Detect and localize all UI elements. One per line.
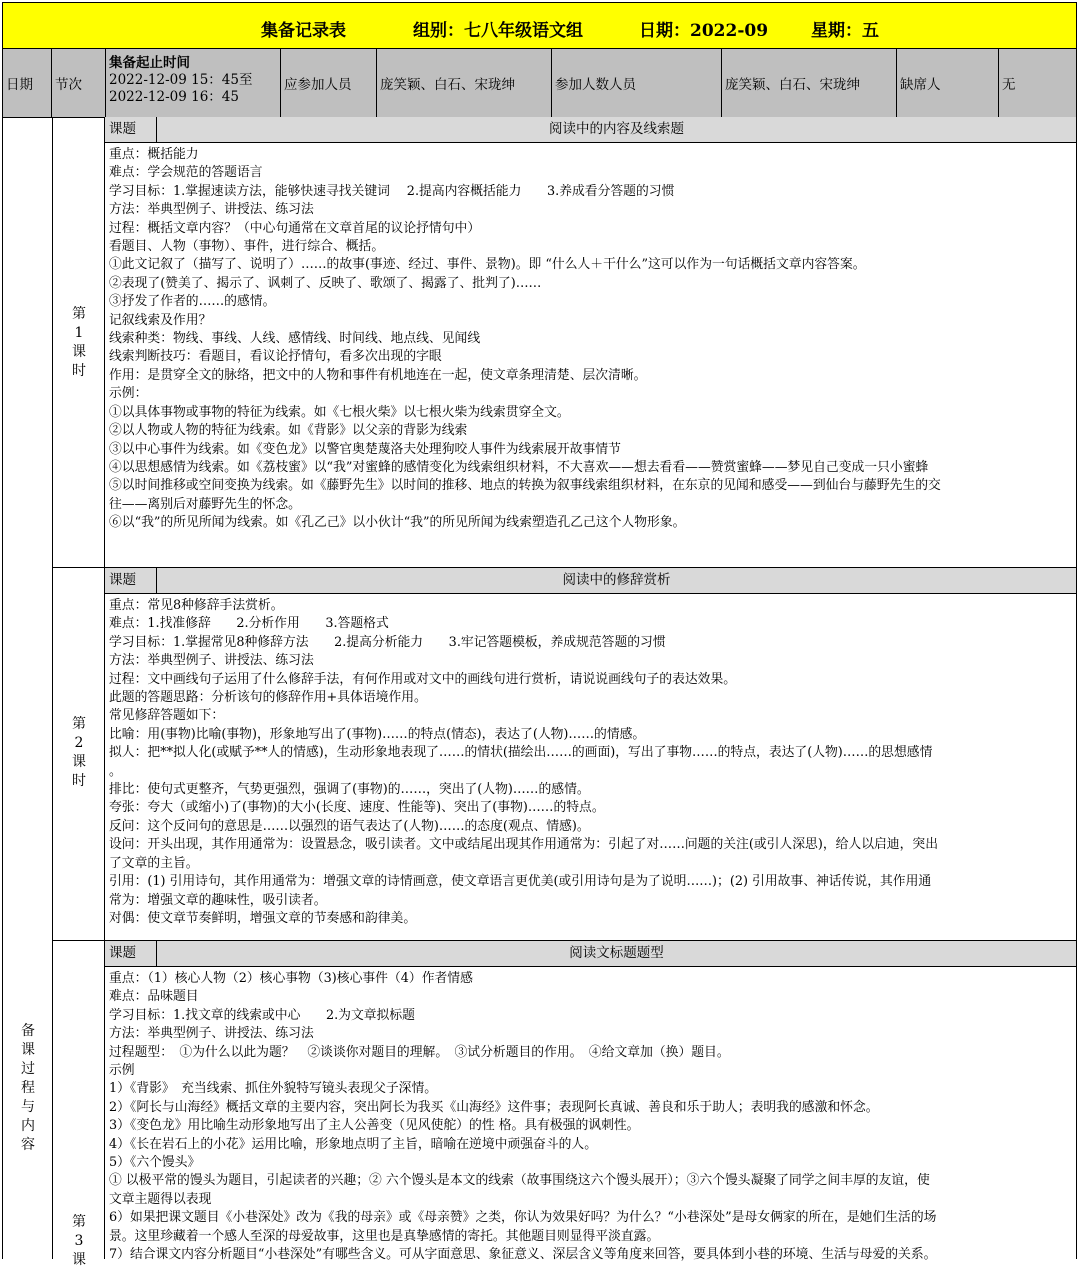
content-line: 对偶：使文章节奏鲜明，增强文章的节奏感和韵律美。	[109, 910, 417, 926]
header-absent: 无	[1002, 77, 1016, 93]
content-line: 7）结合课文内容分析题目“小巷深处”有哪些含义。可从字面意思、象征意义、深层含义等角度来回答，要具体到小巷的环境、生活与母爱的关系。	[109, 1247, 937, 1263]
content-line: 此题的答题思路：分析该句的修辞作用+具体语境作用。	[109, 690, 427, 706]
content-line: ⑥以“我”的所见所闻为线索。如《孔乙己》以小伙计“我”的所见所闻为线索塑造孔乙己这个人物形象。	[109, 515, 686, 531]
title-bar	[2, 2, 1077, 49]
content-line: 夸张：夸大（或缩小)了(事物)的大小(长度、速度、性能等)、突出了(事物)……的特点。	[109, 800, 605, 816]
content-line: 过程：文中画线句子运用了什么修辞手法，有何作用或对文中的画线句进行赏析，请说说画线句子的表达效果。	[109, 671, 737, 687]
content-line: 3）《变色龙》用比喻生动形象地写出了主人公善变（见风使舵）的性 格。具有极强的讽刺性。	[109, 1118, 640, 1134]
content-line: 拟人：把**拟人化(或赋予**人的情感)，生动形象地表现了……的情状(描绘出……的画面)，写出了事物……的特点，表达了(人物)……的思想感情	[109, 745, 933, 761]
content-line: 引用：(1) 引用诗句，其作用通常为：增强文章的诗情画意，使文章语言更优美(或引用诗句是为了说明……)；(2) 引用故事、神话传说，其作用通	[109, 874, 932, 890]
header-time-start: 2022-12-09 15：45至	[109, 72, 253, 88]
content-line: 记叙线索及作用？	[109, 312, 212, 328]
content-line: ③以中心事件为线索。如《变色龙》以警官奥楚蔑洛夫处理狗咬人事件为线索展开故事情节	[109, 441, 621, 457]
content-line: 线索种类：物线、事线、人线、感情线、时间线、地点线、见闻线	[109, 331, 481, 347]
content-line: 难点：品味题目	[109, 989, 199, 1005]
content-line: 5）《六个馒头》	[109, 1155, 201, 1171]
section-3-topic-row	[105, 941, 1076, 967]
content-line: 学习目标：1.掌握速读方法，能够快速寻找关键词 2.提高内容概括能力 3.养成看分答题的习惯	[109, 183, 675, 199]
content-line: 重点：概括能力	[109, 147, 199, 162]
content-line: 4）《长在岩石上的小花》运用比喻，形象地点明了主旨，暗喻在逆境中顽强奋斗的人。	[109, 1136, 598, 1152]
section-3-content	[109, 970, 1072, 1265]
weekday-label: 星期：五	[811, 21, 879, 41]
section-3	[53, 941, 1076, 1268]
content-line: 过程题型： ①为什么以此为题？ ②谈谈你对题目的理解。 ③试分析题目的作用。 ④给文章加（换）题目。	[109, 1044, 730, 1060]
section-2-number: 第 2 课 时	[53, 568, 105, 940]
content-line: ③抒发了作者的……的感情。	[109, 294, 276, 310]
content-line: 反问：这个反问句的意思是……以强烈的语气表达了(人物)……的态度(观点、情感)。	[109, 818, 590, 834]
content-line: 学习目标：1.掌握常见8种修辞方法 2.提高分析能力 3.牢记答题模板，养成规范答题的习惯	[109, 634, 666, 650]
header-row	[2, 48, 1077, 118]
content-line: 难点：1.找准修辞 2.分析作用 3.答题格式	[109, 616, 389, 632]
content-line: ④以思想感情为线索。如《荔枝蜜》以“我”对蜜蜂的感情变化为线索组织材料，不大喜欢——想去看看——赞赏蜜蜂——梦见自己变成一只小蜜蜂	[109, 459, 929, 475]
left-label-text: 备 课 过 程 与 内 容	[21, 1023, 35, 1153]
content-line: 6）如果把课文题目《小巷深处》改为《我的母亲》或《母亲赞》之类，你认为效果好吗？为什么？“小巷深处”是母女俩家的所在，是她们生活的场	[109, 1210, 937, 1226]
header-date: 日期	[3, 49, 52, 117]
section-3-number: 第 3 课	[53, 941, 105, 1259]
content-line: 线索判断技巧：看题目，看议论抒情句，看多次出现的字眼	[109, 349, 442, 365]
content-line: 过程：概括文章内容？（中心句通常在文章首尾的议论抒情句中）	[109, 220, 481, 236]
topic-label: 课题	[105, 117, 157, 142]
header-should-attend: 庞笑颖、白石、宋珑绅	[377, 49, 552, 117]
content-line: 方法：举典型例子、讲授法、练习法	[109, 202, 314, 218]
section-1-topic-row	[105, 117, 1076, 143]
header-time-label: 集备起止时间	[109, 55, 190, 71]
content-line: 难点：学会规范的答题语言	[109, 165, 263, 181]
header-period: 节次	[52, 49, 106, 117]
header-absent-label: 缺席人	[897, 49, 999, 117]
content-line: 2）《阿长与山海经》概括文章的主要内容，突出阿长为我买《山海经》这件事；表现阿长真诚、善良和乐于助人；表明我的感激和怀念。	[109, 1099, 879, 1115]
section-1-number: 第 1 课 时	[53, 117, 105, 567]
content-line: 常见修辞答题如下：	[109, 708, 225, 724]
content-line: ⑤以时间推移或空间变换为线索。如《藤野先生》以时间的推移、地点的转换为叙事线索组织材料，在东京的见闻和感受——到仙台与藤野先生的交	[109, 478, 941, 494]
content-line: ①以具体事物或事物的特征为线索。如《七根火柴》以七根火柴为线索贯穿全文。	[109, 404, 570, 420]
section-1	[53, 117, 1076, 567]
content-line: 看题目、人物（事物）、事件，进行综合、概括。	[109, 239, 385, 255]
content-line: 往——离别后对藤野先生的怀念。	[109, 496, 301, 512]
content-line: 示例：	[109, 386, 148, 402]
date-label: 日期：2022-09	[639, 21, 769, 41]
content-line: ①此文记叙了（描写了、说明了）……的故事(事迹、经过、事件、景物)。即 “什么人＋干什么”这可以作为一句话概括文章内容答案。	[109, 257, 866, 273]
content-line: 方法：举典型例子、讲授法、练习法	[109, 653, 314, 669]
section-1-content	[109, 146, 1072, 533]
content-line: 文章主题得以表现	[109, 1191, 212, 1207]
left-label-column	[3, 117, 53, 1259]
content-line: 作用：是贯穿全文的脉络，把文中的人物和事件有机地连在一起，使文章条理清楚、层次清晰。	[109, 367, 647, 383]
content-line: 了文章的主旨。	[109, 855, 199, 871]
topic-label: 课题	[105, 568, 157, 593]
content-line: 学习目标：1.找文章的线索或中心 2.为文章拟标题	[109, 1007, 415, 1023]
content-line: ① 以极平常的馒头为题目，引起读者的兴趣；② 六个馒头是本文的线索（故事围绕这六个馒头展开）；③六个馒头凝聚了同学之间丰厚的友谊，使	[109, 1173, 930, 1189]
content-line: ②以人物或人物的特征为线索。如《背影》以父亲的背影为线索	[109, 423, 468, 439]
section-2-topic-row	[105, 568, 1076, 594]
content-line: ②表现了(赞美了、揭示了、讽刺了、反映了、歌颂了、揭露了、批判了)……	[109, 275, 542, 291]
header-time-end: 2022-12-09 16：45	[109, 89, 239, 105]
section-2	[53, 568, 1076, 940]
header-actual: 庞笑颖、白石、宋珑绅	[722, 49, 897, 117]
header-should-attend-label: 应参加人员	[281, 49, 377, 117]
group-label: 组别：七八年级语文组	[413, 21, 583, 41]
topic-label: 课题	[105, 941, 157, 966]
header-actual-label: 参加人数人员	[552, 49, 722, 117]
section-3-topic: 阅读文标题题型	[569, 945, 664, 961]
content-line: 设问：开头出现，其作用通常为：设置悬念，吸引读者。文中或结尾出现其作用通常为：引起了对……问题的关注(或引人深思)，给人以启迪，突出	[109, 837, 938, 853]
content-line: 1）《背影》 充当线索、抓住外貌特写镜头表现父子深情。	[109, 1081, 438, 1097]
section-2-content	[109, 597, 1072, 928]
content-line: 示例	[109, 1063, 135, 1079]
content-line: 方法：举典型例子、讲授法、练习法	[109, 1026, 314, 1042]
section-2-topic: 阅读中的修辞赏析	[562, 572, 671, 588]
section-1-topic: 阅读中的内容及线索题	[549, 121, 684, 137]
content-line: 常为：增强文章的趣味性，吸引读者。	[109, 892, 327, 908]
content-line: 排比：使句式更整齐，气势更强烈，强调了(事物)的……，突出了(人物)……的感情。	[109, 782, 590, 798]
sheet-title: 集备记录表	[261, 21, 346, 41]
content-line: 景。这里珍藏着一个感人至深的母爱故事，这里也是真挚感情的寄托。其他题目则显得平淡直露。	[109, 1228, 660, 1244]
content-line: 重点：常见8种修辞手法赏析。	[109, 598, 284, 613]
content-line: 。	[109, 763, 122, 779]
content-line: 比喻：用(事物)比喻(事物)，形象地写出了(事物)……的特点(情态)，表达了(人物)……的情感。	[109, 726, 646, 742]
content-area	[2, 117, 1077, 1268]
content-line: 重点：（1）核心人物（2）核心事物（3)核心事件（4）作者情感	[109, 971, 473, 986]
header-time	[106, 49, 281, 117]
